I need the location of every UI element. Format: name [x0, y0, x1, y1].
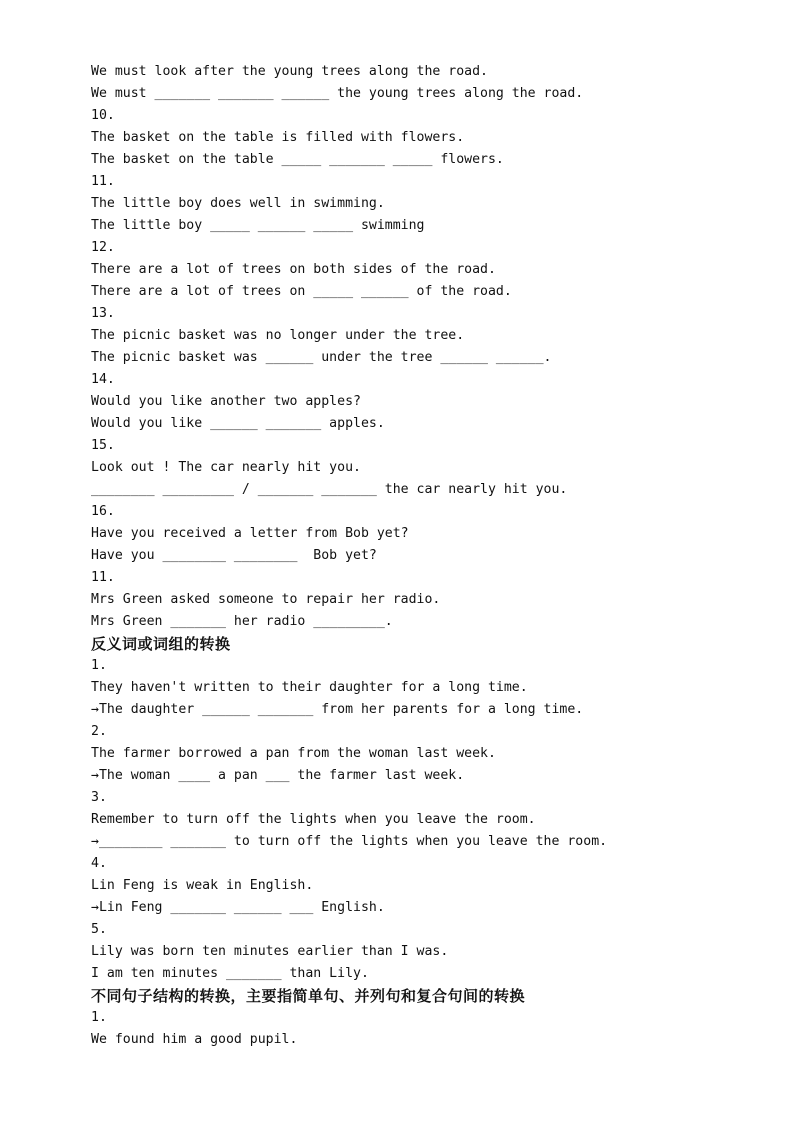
text-line: We must _______ _______ ______ the young trees along the road. [91, 86, 584, 101]
text-line: The picnic basket was ______ under the tree ______ ______. [91, 350, 552, 365]
text-line: Lily was born ten minutes earlier than I was. [91, 944, 449, 959]
text-line: ________ _________ / _______ _______ the car nearly hit you. [91, 482, 568, 497]
text-line: The basket on the table _____ _______ _____ flowers. [91, 152, 504, 167]
question-number: 2. [91, 724, 107, 739]
text-line: The picnic basket was no longer under the tree. [91, 328, 465, 343]
question-number: 16. [91, 504, 115, 519]
text-line: Mrs Green _______ her radio _________. [91, 614, 393, 629]
text-line: The farmer borrowed a pan from the woman last week. [91, 746, 496, 761]
text-line: Mrs Green asked someone to repair her radio. [91, 592, 441, 607]
question-number: 12. [91, 240, 115, 255]
text-line: The little boy _____ ______ _____ swimming [91, 218, 425, 233]
text-line: →________ _______ to turn off the lights when you leave the room. [91, 834, 608, 849]
text-line: →Lin Feng _______ ______ ___ English. [91, 900, 385, 915]
question-number: 11. [91, 570, 115, 585]
text-line: Have you received a letter from Bob yet? [91, 526, 409, 541]
text-line: There are a lot of trees on both sides of the road. [91, 262, 496, 277]
text-line: I am ten minutes _______ than Lily. [91, 966, 369, 981]
section-heading: 不同句子结构的转换，主要指简单句、并列句和复合句间的转换 [91, 987, 526, 1005]
question-number: 15. [91, 438, 115, 453]
question-number: 14. [91, 372, 115, 387]
text-line: Would you like another two apples? [91, 394, 361, 409]
text-line: We found him a good pupil. [91, 1032, 298, 1047]
section-heading: 反义词或词组的转换 [91, 635, 231, 653]
question-number: 1. [91, 1010, 107, 1025]
text-line: Would you like ______ _______ apples. [91, 416, 385, 431]
question-number: 5. [91, 922, 107, 937]
text-line: →The woman ____ a pan ___ the farmer last week. [91, 768, 465, 783]
text-line: There are a lot of trees on _____ ______ of the road. [91, 284, 512, 299]
document-page [91, 61, 771, 1051]
text-line: Have you ________ ________ Bob yet? [91, 548, 377, 563]
text-line: We must look after the young trees along the road. [91, 64, 488, 79]
text-line: They haven't written to their daughter for a long time. [91, 680, 528, 695]
text-line: Remember to turn off the lights when you leave the room. [91, 812, 536, 827]
text-line: Lin Feng is weak in English. [91, 878, 314, 893]
question-number: 13. [91, 306, 115, 321]
question-number: 11. [91, 174, 115, 189]
question-number: 10. [91, 108, 115, 123]
question-number: 3. [91, 790, 107, 805]
question-number: 4. [91, 856, 107, 871]
question-number: 1. [91, 658, 107, 673]
text-line: The basket on the table is filled with flowers. [91, 130, 465, 145]
text-line: →The daughter ______ _______ from her parents for a long time. [91, 702, 584, 717]
text-line: The little boy does well in swimming. [91, 196, 385, 211]
text-line: Look out ! The car nearly hit you. [91, 460, 361, 475]
